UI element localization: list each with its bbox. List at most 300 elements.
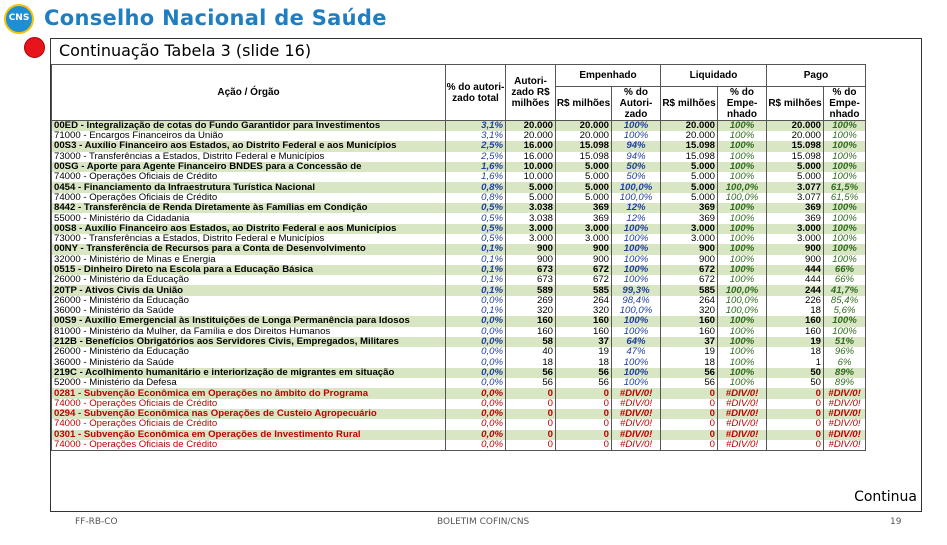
cell-acao: 52000 - Ministério da Defesa [52,378,446,388]
table-row [52,409,866,419]
cell-pct-total: 0,0% [446,378,506,388]
col-header-emp-pct: % do Autori-zado [612,87,661,121]
cell-liquidado-pct: 100% [718,378,767,388]
cell-pago-pct: 100% [824,131,866,141]
cell-pago-rs: 900 [767,255,824,265]
cell-liquidado-pct: #DIV/0! [718,388,767,398]
cell-pago-pct: 100% [824,152,866,162]
cell-pct-total: 0,5% [446,213,506,223]
cell-liquidado-pct: 100% [718,131,767,141]
cell-pago-pct: #DIV/0! [824,419,866,429]
col-header-pago-pct: % do Empe-nhado [824,87,866,121]
cell-empenhado-pct: 50% [612,162,661,172]
cell-liquidado-pct: 100,0% [718,285,767,295]
cell-pago-rs: 3.000 [767,234,824,244]
cell-empenhado-rs: 15.098 [556,141,612,151]
cell-pago-rs: 5.000 [767,162,824,172]
table-row [52,378,866,388]
cell-liquidado-pct: #DIV/0! [718,440,767,451]
cell-autorizado: 16.000 [506,152,556,162]
cell-autorizado: 20.000 [506,131,556,141]
cell-empenhado-rs: 5.000 [556,172,612,182]
cell-pct-total: 0,1% [446,285,506,295]
cell-autorizado: 673 [506,265,556,275]
table-row [52,121,866,132]
table-row [52,182,866,192]
cell-empenhado-rs: 369 [556,203,612,213]
cell-pago-rs: 160 [767,327,824,337]
cell-pct-total: 0,0% [446,399,506,409]
cell-empenhado-rs: 37 [556,337,612,347]
cell-pago-pct: 100% [824,316,866,326]
cell-pago-pct: 89% [824,378,866,388]
cell-acao: 74000 - Operações Oficiais de Crédito [52,419,446,429]
cell-liquidado-rs: 585 [661,285,718,295]
cell-empenhado-rs: 0 [556,409,612,419]
cell-acao: 74000 - Operações Oficiais de Crédito [52,440,446,451]
cell-pago-pct: #DIV/0! [824,440,866,451]
cell-autorizado: 0 [506,399,556,409]
table-row [52,203,866,213]
cell-acao: 81000 - Ministério da Mulher, da Família e dos Direitos Humanos [52,327,446,337]
cell-autorizado: 16.000 [506,141,556,151]
cell-acao: 26000 - Ministério da Educação [52,296,446,306]
cell-pago-rs: 20.000 [767,131,824,141]
cell-pct-total: 2,5% [446,152,506,162]
cell-liquidado-rs: 56 [661,378,718,388]
footer-page-number: 19 [890,517,902,527]
cell-liquidado-pct: 100% [718,316,767,326]
cell-acao: 00SG - Aporte para Agente Financeiro BNDES para a Concessão de [52,162,446,172]
cell-liquidado-pct: #DIV/0! [718,430,767,440]
budget-table [51,64,866,451]
cell-autorizado: 320 [506,306,556,316]
col-header-liq-pct: % do Empe-nhado [718,87,767,121]
cell-pago-pct: 89% [824,368,866,378]
cell-acao: 219C - Acolhimento humanitário e interiorização de migrantes em situação [52,368,446,378]
table-row [52,368,866,378]
cell-liquidado-rs: 320 [661,306,718,316]
cell-pct-total: 0,0% [446,440,506,451]
cell-acao: 32000 - Ministério de Minas e Energia [52,255,446,265]
cell-autorizado: 3.038 [506,203,556,213]
brand-title: Conselho Nacional de Saúde [44,6,387,30]
cell-pct-total: 0,0% [446,337,506,347]
cell-pago-pct: 61,5% [824,193,866,203]
cell-liquidado-pct: 100% [718,255,767,265]
col-header-acao: Ação / Órgão [52,65,446,121]
cell-acao: 74000 - Operações Oficiais de Crédito [52,399,446,409]
cell-liquidado-pct: 100% [718,275,767,285]
cell-empenhado-pct: #DIV/0! [612,399,661,409]
cell-pago-pct: #DIV/0! [824,399,866,409]
cell-empenhado-pct: 100,0% [612,182,661,192]
table-row [52,337,866,347]
cell-pct-total: 0,0% [446,388,506,398]
cell-pago-pct: 100% [824,203,866,213]
cell-autorizado: 5.000 [506,182,556,192]
cell-pago-rs: 0 [767,440,824,451]
cell-pago-pct: 100% [824,162,866,172]
cell-empenhado-pct: 100% [612,121,661,132]
cell-pago-pct: 41,7% [824,285,866,295]
cell-empenhado-rs: 3.000 [556,224,612,234]
cell-liquidado-pct: 100% [718,224,767,234]
cell-acao: 26000 - Ministério da Educação [52,347,446,357]
cell-pago-rs: 18 [767,306,824,316]
table-row [52,141,866,151]
cell-autorizado: 160 [506,316,556,326]
cell-pago-rs: 50 [767,368,824,378]
cell-pago-rs: 3.000 [767,224,824,234]
cell-autorizado: 3.000 [506,234,556,244]
continue-label: Continua [854,489,917,505]
cell-pago-rs: 18 [767,347,824,357]
col-header-pago-rs: R$ milhões [767,87,824,121]
table-row [52,152,866,162]
cell-acao: 00NY - Transferência de Recursos para a Conta de Desenvolvimento [52,244,446,254]
cell-pago-rs: 244 [767,285,824,295]
cell-pct-total: 0,0% [446,368,506,378]
cell-empenhado-rs: 0 [556,430,612,440]
cell-liquidado-pct: 100,0% [718,296,767,306]
cell-liquidado-rs: 369 [661,203,718,213]
cell-liquidado-pct: 100% [718,368,767,378]
cell-liquidado-rs: 900 [661,255,718,265]
cell-liquidado-pct: 100% [718,234,767,244]
cell-liquidado-pct: 100,0% [718,306,767,316]
cell-pago-pct: 66% [824,275,866,285]
cell-liquidado-rs: 160 [661,327,718,337]
cell-pago-rs: 0 [767,430,824,440]
cell-empenhado-pct: 100% [612,358,661,368]
table-row [52,316,866,326]
cell-pct-total: 3,1% [446,131,506,141]
cell-acao: 00S9 - Auxílio Emergencial às Instituições de Longa Permanência para Idosos [52,316,446,326]
cell-pago-rs: 226 [767,296,824,306]
table-row [52,358,866,368]
cell-liquidado-pct: 100% [718,337,767,347]
cell-pago-rs: 0 [767,399,824,409]
cell-empenhado-rs: 5.000 [556,182,612,192]
cell-liquidado-rs: 5.000 [661,172,718,182]
cell-pago-pct: #DIV/0! [824,430,866,440]
cell-empenhado-pct: 100% [612,368,661,378]
cell-empenhado-pct: 100,0% [612,306,661,316]
cell-pago-pct: 100% [824,141,866,151]
table-row [52,419,866,429]
cell-pago-rs: 15.098 [767,141,824,151]
cell-liquidado-rs: 3.000 [661,234,718,244]
cell-liquidado-rs: 0 [661,419,718,429]
cell-pago-pct: 100% [824,327,866,337]
cell-liquidado-pct: 100,0% [718,193,767,203]
cell-empenhado-pct: 100% [612,275,661,285]
cell-pct-total: 0,1% [446,275,506,285]
cell-empenhado-rs: 0 [556,388,612,398]
cell-liquidado-pct: #DIV/0! [718,419,767,429]
cell-pct-total: 0,0% [446,358,506,368]
red-bullet-icon [24,37,45,58]
cell-autorizado: 269 [506,296,556,306]
cell-acao: 26000 - Ministério da Educação [52,275,446,285]
cell-acao: 8442 - Transferência de Renda Diretamente às Famílias em Condição [52,203,446,213]
cell-acao: 36000 - Ministério da Saúde [52,306,446,316]
cell-liquidado-pct: #DIV/0! [718,399,767,409]
cell-pago-rs: 369 [767,203,824,213]
cell-autorizado: 900 [506,255,556,265]
cell-pago-rs: 444 [767,265,824,275]
cell-liquidado-rs: 0 [661,440,718,451]
cell-pago-pct: 100% [824,121,866,132]
cell-autorizado: 10.000 [506,162,556,172]
cell-liquidado-rs: 672 [661,275,718,285]
cell-autorizado: 589 [506,285,556,295]
cell-pct-total: 0,0% [446,419,506,429]
cell-empenhado-pct: #DIV/0! [612,430,661,440]
cell-autorizado: 10.000 [506,172,556,182]
cell-pago-rs: 20.000 [767,121,824,132]
col-header-liquidado: Liquidado [661,65,767,87]
cell-acao: 00S8 - Auxílio Financeiro aos Estados, ao Distrito Federal e aos Municípios [52,224,446,234]
cell-pago-pct: 85,4% [824,296,866,306]
cell-autorizado: 0 [506,388,556,398]
cell-acao: 74000 - Operações Oficiais de Crédito [52,193,446,203]
cell-pago-rs: 0 [767,419,824,429]
cell-pago-rs: 3.077 [767,182,824,192]
cell-pct-total: 0,0% [446,327,506,337]
cell-acao: 0294 - Subvenção Econômica nas Operações de Custeio Agropecuário [52,409,446,419]
cell-liquidado-pct: 100,0% [718,182,767,192]
table-row [52,347,866,357]
cell-pago-pct: 100% [824,224,866,234]
cell-liquidado-rs: 0 [661,388,718,398]
cell-pago-rs: 444 [767,275,824,285]
cell-pago-pct: 100% [824,244,866,254]
cell-autorizado: 58 [506,337,556,347]
cell-pct-total: 0,1% [446,265,506,275]
cell-empenhado-rs: 15.098 [556,152,612,162]
footer-left: FF-RB-CO [75,517,118,527]
cell-pago-pct: 96% [824,347,866,357]
cell-pct-total: 0,0% [446,347,506,357]
cell-autorizado: 0 [506,419,556,429]
cell-autorizado: 3.038 [506,213,556,223]
cell-empenhado-pct: 100,0% [612,193,661,203]
cell-empenhado-pct: 100% [612,131,661,141]
cell-pct-total: 0,5% [446,224,506,234]
cell-pct-total: 0,0% [446,409,506,419]
cell-empenhado-rs: 900 [556,244,612,254]
cell-liquidado-rs: 369 [661,213,718,223]
cell-liquidado-rs: 15.098 [661,152,718,162]
cell-autorizado: 673 [506,275,556,285]
cell-empenhado-pct: #DIV/0! [612,409,661,419]
cell-liquidado-pct: 100% [718,347,767,357]
footer-center: BOLETIM COFIN/CNS [437,517,530,527]
cell-acao: 0515 - Dinheiro Direto na Escola para a Educação Básica [52,265,446,275]
cell-autorizado: 56 [506,368,556,378]
cell-pct-total: 0,1% [446,306,506,316]
cell-pct-total: 0,0% [446,316,506,326]
cell-liquidado-rs: 264 [661,296,718,306]
cell-empenhado-rs: 3.000 [556,234,612,244]
cell-autorizado: 160 [506,327,556,337]
cell-acao: 0454 - Financiamento da Infraestrutura Turística Nacional [52,182,446,192]
cell-liquidado-rs: 20.000 [661,131,718,141]
cell-liquidado-pct: 100% [718,162,767,172]
cell-autorizado: 900 [506,244,556,254]
cell-liquidado-pct: 100% [718,213,767,223]
cell-liquidado-pct: 100% [718,172,767,182]
cell-empenhado-pct: 98,4% [612,296,661,306]
cell-pct-total: 2,5% [446,141,506,151]
cell-empenhado-rs: 20.000 [556,121,612,132]
cell-liquidado-pct: #DIV/0! [718,409,767,419]
cell-acao: 55000 - Ministério da Cidadania [52,213,446,223]
cell-empenhado-pct: 94% [612,152,661,162]
cell-empenhado-rs: 160 [556,327,612,337]
cell-empenhado-pct: 12% [612,203,661,213]
table-row [52,399,866,409]
cns-logo [4,4,34,34]
cell-empenhado-rs: 585 [556,285,612,295]
cell-pago-rs: 1 [767,358,824,368]
cell-autorizado: 5.000 [506,193,556,203]
cell-empenhado-rs: 672 [556,275,612,285]
cell-empenhado-pct: 100% [612,234,661,244]
cell-empenhado-pct: 12% [612,213,661,223]
cell-empenhado-rs: 5.000 [556,193,612,203]
cell-liquidado-rs: 56 [661,368,718,378]
cell-liquidado-pct: 100% [718,141,767,151]
cell-empenhado-pct: 50% [612,172,661,182]
table-row [52,265,866,275]
cell-liquidado-rs: 5.000 [661,162,718,172]
cell-pago-rs: 0 [767,409,824,419]
table-row [52,430,866,440]
table-row [52,388,866,398]
cell-liquidado-pct: 100% [718,358,767,368]
cell-pago-rs: 3.077 [767,193,824,203]
cell-liquidado-rs: 3.000 [661,224,718,234]
cell-empenhado-rs: 56 [556,378,612,388]
cell-empenhado-rs: 320 [556,306,612,316]
cell-acao: 36000 - Ministério da Saúde [52,358,446,368]
table-row [52,162,866,172]
cell-acao: 71000 - Encargos Financeiros da União [52,131,446,141]
table-row [52,327,866,337]
cell-pago-rs: 19 [767,337,824,347]
cell-empenhado-rs: 369 [556,213,612,223]
cell-liquidado-rs: 900 [661,244,718,254]
cell-liquidado-rs: 0 [661,430,718,440]
cell-pago-pct: 61,5% [824,182,866,192]
cell-empenhado-rs: 900 [556,255,612,265]
table-row [52,255,866,265]
cell-acao: 00S3 - Auxílio Financeiro aos Estados, ao Distrito Federal e aos Municípios [52,141,446,151]
cell-acao: 212B - Benefícios Obrigatórios aos Servidores Civis, Empregados, Militares [52,337,446,347]
table-row [52,193,866,203]
table-row [52,213,866,223]
table-row [52,296,866,306]
cell-empenhado-pct: 64% [612,337,661,347]
cell-empenhado-pct: 100% [612,378,661,388]
cell-pct-total: 0,8% [446,193,506,203]
cell-empenhado-pct: 94% [612,141,661,151]
cell-empenhado-pct: 100% [612,224,661,234]
cell-liquidado-rs: 160 [661,316,718,326]
cell-liquidado-rs: 20.000 [661,121,718,132]
cell-liquidado-rs: 0 [661,399,718,409]
cell-autorizado: 0 [506,409,556,419]
cell-liquidado-rs: 5.000 [661,182,718,192]
cell-autorizado: 20.000 [506,121,556,132]
cell-liquidado-rs: 19 [661,347,718,357]
cell-pct-total: 0,8% [446,182,506,192]
cell-pago-pct: 100% [824,172,866,182]
cell-autorizado: 0 [506,430,556,440]
cell-pago-pct: 6% [824,358,866,368]
cell-pct-total: 0,1% [446,244,506,254]
cell-liquidado-rs: 5.000 [661,193,718,203]
cell-pago-rs: 50 [767,378,824,388]
cell-acao: 0281 - Subvenção Econômica em Operações no âmbito do Programa [52,388,446,398]
table-row [52,285,866,295]
cell-pago-rs: 0 [767,388,824,398]
table-row [52,275,866,285]
cell-empenhado-rs: 18 [556,358,612,368]
cell-pct-total: 1,6% [446,172,506,182]
cell-empenhado-pct: 100% [612,265,661,275]
cell-pago-pct: #DIV/0! [824,388,866,398]
cell-pct-total: 0,0% [446,296,506,306]
cell-empenhado-rs: 20.000 [556,131,612,141]
cell-liquidado-rs: 37 [661,337,718,347]
cell-empenhado-rs: 264 [556,296,612,306]
cell-pct-total: 0,5% [446,234,506,244]
cell-empenhado-rs: 672 [556,265,612,275]
cell-liquidado-pct: 100% [718,121,767,132]
cell-empenhado-rs: 0 [556,419,612,429]
col-header-emp-rs: R$ milhões [556,87,612,121]
col-header-liq-rs: R$ milhões [661,87,718,121]
cell-liquidado-pct: 100% [718,327,767,337]
cell-acao: 73000 - Transferências a Estados, Distrito Federal e Municípios [52,234,446,244]
cell-pago-pct: 100% [824,255,866,265]
table-row [52,234,866,244]
cell-autorizado: 40 [506,347,556,357]
cell-empenhado-pct: 100% [612,244,661,254]
table-row [52,224,866,234]
cell-liquidado-pct: 100% [718,152,767,162]
col-header-autorizado: Autori-zado R$ milhões [506,65,556,121]
cell-liquidado-pct: 100% [718,244,767,254]
table-row [52,131,866,141]
cell-liquidado-rs: 18 [661,358,718,368]
cell-empenhado-rs: 0 [556,440,612,451]
cell-empenhado-pct: 100% [612,255,661,265]
cell-empenhado-rs: 0 [556,399,612,409]
cell-pago-rs: 5.000 [767,172,824,182]
cell-pct-total: 1,6% [446,162,506,172]
cell-acao: 74000 - Operações Oficiais de Crédito [52,172,446,182]
cell-pago-rs: 160 [767,316,824,326]
cell-liquidado-pct: 100% [718,203,767,213]
cell-autorizado: 56 [506,378,556,388]
cell-pago-pct: 100% [824,213,866,223]
cell-empenhado-rs: 56 [556,368,612,378]
